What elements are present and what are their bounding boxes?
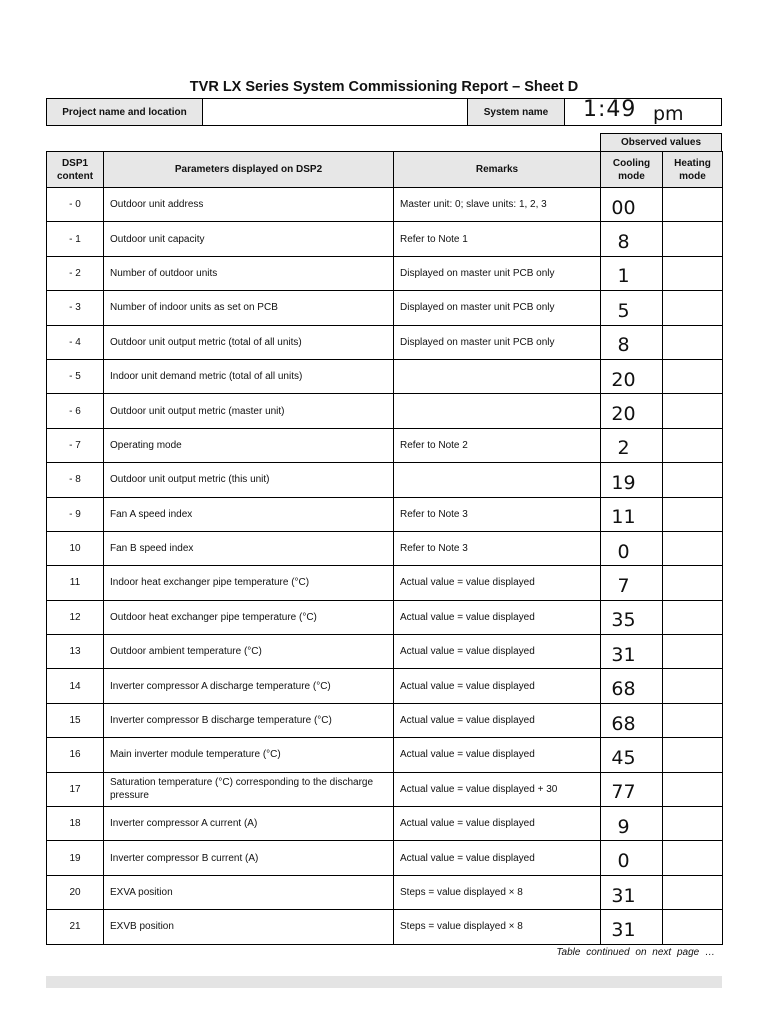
- system-name-label: System name: [468, 99, 565, 125]
- table-row: [47, 428, 723, 462]
- handwritten-value: 00: [611, 196, 636, 219]
- row-remark: Actual value = value displayed: [394, 841, 601, 875]
- row-cooling-value[interactable]: [601, 463, 663, 497]
- row-parameter: Inverter compressor B current (A): [104, 841, 394, 875]
- handwritten-value: 77: [611, 781, 636, 804]
- header-params: Parameters displayed on DSP2: [104, 152, 394, 188]
- row-remark: Displayed on master unit PCB only: [394, 256, 601, 290]
- row-code: 17: [47, 772, 104, 806]
- continued-note: Table continued on next page …: [556, 947, 715, 958]
- row-heating-value[interactable]: [663, 463, 723, 497]
- header-cooling: Cooling mode: [601, 152, 663, 188]
- row-cooling-value[interactable]: [601, 325, 663, 359]
- table-row: [47, 359, 723, 393]
- row-code: 14: [47, 669, 104, 703]
- handwritten-value: 8: [617, 231, 630, 254]
- header-dsp1: DSP1 content: [47, 152, 104, 188]
- row-cooling-value[interactable]: [601, 841, 663, 875]
- table-row: [47, 772, 723, 806]
- row-heating-value[interactable]: [663, 394, 723, 428]
- row-remark: Actual value = value displayed: [394, 807, 601, 841]
- row-heating-value[interactable]: [663, 910, 723, 944]
- handwritten-value: 11: [611, 506, 636, 529]
- row-parameter: Outdoor unit output metric (total of all units): [104, 325, 394, 359]
- row-cooling-value[interactable]: [601, 635, 663, 669]
- row-remark: Actual value = value displayed + 30: [394, 772, 601, 806]
- row-heating-value[interactable]: [663, 669, 723, 703]
- table-row: [47, 566, 723, 600]
- row-code: - 8: [47, 463, 104, 497]
- table-row: [47, 635, 723, 669]
- row-code: - 5: [47, 359, 104, 393]
- table-row: [47, 841, 723, 875]
- table-row: [47, 910, 723, 944]
- row-parameter: Outdoor ambient temperature (°C): [104, 635, 394, 669]
- handwritten-value: 19: [611, 471, 636, 494]
- row-parameter: Outdoor heat exchanger pipe temperature (°C): [104, 600, 394, 634]
- handwritten-value: 20: [611, 368, 636, 391]
- row-remark: Actual value = value displayed: [394, 600, 601, 634]
- row-parameter: Outdoor unit output metric (master unit): [104, 394, 394, 428]
- header-remarks: Remarks: [394, 152, 601, 188]
- footer-bar: [46, 976, 722, 988]
- row-remark: Actual value = value displayed: [394, 635, 601, 669]
- row-remark: Actual value = value displayed: [394, 566, 601, 600]
- row-parameter: Outdoor unit output metric (this unit): [104, 463, 394, 497]
- row-cooling-value[interactable]: [601, 738, 663, 772]
- row-remark: Refer to Note 3: [394, 497, 601, 531]
- handwritten-value: 31: [611, 884, 636, 907]
- table-row: [47, 188, 723, 222]
- row-parameter: Outdoor unit address: [104, 188, 394, 222]
- row-remark: Steps = value displayed × 8: [394, 910, 601, 944]
- row-heating-value[interactable]: [663, 188, 723, 222]
- row-parameter: Number of outdoor units: [104, 256, 394, 290]
- row-code: 12: [47, 600, 104, 634]
- table-row: [47, 669, 723, 703]
- row-heating-value[interactable]: [663, 738, 723, 772]
- table-row: [47, 256, 723, 290]
- row-remark: Actual value = value displayed: [394, 703, 601, 737]
- handwritten-value: 45: [611, 746, 636, 769]
- row-parameter: Main inverter module temperature (°C): [104, 738, 394, 772]
- handwritten-value: 35: [611, 609, 636, 632]
- handwritten-value: 0: [617, 540, 630, 563]
- row-heating-value[interactable]: [663, 875, 723, 909]
- row-parameter: EXVB position: [104, 910, 394, 944]
- row-code: 18: [47, 807, 104, 841]
- row-heating-value[interactable]: [663, 635, 723, 669]
- row-heating-value[interactable]: [663, 222, 723, 256]
- handwritten-value: 0: [617, 850, 630, 873]
- row-heating-value[interactable]: [663, 600, 723, 634]
- table-row: [47, 807, 723, 841]
- table-header-row: [47, 152, 723, 188]
- row-remark: [394, 463, 601, 497]
- row-remark: Master unit: 0; slave units: 1, 2, 3: [394, 188, 601, 222]
- row-remark: Refer to Note 1: [394, 222, 601, 256]
- handwritten-value: 20: [611, 403, 636, 426]
- row-remark: [394, 359, 601, 393]
- page-title: TVR LX Series System Commissioning Report – Sheet D: [189, 79, 579, 95]
- row-cooling-value[interactable]: [601, 256, 663, 290]
- row-cooling-value[interactable]: [601, 291, 663, 325]
- handwritten-value: 2: [617, 437, 630, 460]
- table-row: [47, 463, 723, 497]
- handwritten-value: 68: [611, 678, 636, 701]
- row-parameter: Indoor unit demand metric (total of all units): [104, 359, 394, 393]
- table-row: [47, 875, 723, 909]
- row-heating-value[interactable]: [663, 703, 723, 737]
- handwritten-value: 9: [617, 815, 630, 838]
- commissioning-table: [46, 151, 723, 945]
- row-parameter: Indoor heat exchanger pipe temperature (°C): [104, 566, 394, 600]
- row-parameter: Outdoor unit capacity: [104, 222, 394, 256]
- table-row: [47, 600, 723, 634]
- table-row: [47, 222, 723, 256]
- row-cooling-value[interactable]: [601, 566, 663, 600]
- row-code: - 6: [47, 394, 104, 428]
- row-parameter: Inverter compressor A current (A): [104, 807, 394, 841]
- row-parameter: Fan A speed index: [104, 497, 394, 531]
- row-remark: Refer to Note 3: [394, 531, 601, 565]
- row-cooling-value[interactable]: [601, 669, 663, 703]
- row-remark: Displayed on master unit PCB only: [394, 291, 601, 325]
- row-code: - 3: [47, 291, 104, 325]
- row-code: 20: [47, 875, 104, 909]
- row-code: - 4: [47, 325, 104, 359]
- row-remark: Displayed on master unit PCB only: [394, 325, 601, 359]
- row-cooling-value[interactable]: [601, 497, 663, 531]
- row-heating-value[interactable]: [663, 325, 723, 359]
- row-parameter: Fan B speed index: [104, 531, 394, 565]
- row-heating-value[interactable]: [663, 531, 723, 565]
- row-remark: Steps = value displayed × 8: [394, 875, 601, 909]
- row-parameter: Number of indoor units as set on PCB: [104, 291, 394, 325]
- table-row: [47, 497, 723, 531]
- observed-values-header: Observed values: [600, 133, 722, 152]
- row-heating-value[interactable]: [663, 428, 723, 462]
- row-parameter: Saturation temperature (°C) corresponding to the discharge pressure: [104, 772, 394, 806]
- row-heating-value[interactable]: [663, 566, 723, 600]
- system-name-field[interactable]: [565, 99, 722, 125]
- row-cooling-value[interactable]: [601, 394, 663, 428]
- handwritten-value: 5: [617, 299, 630, 322]
- project-info-bar: [46, 98, 722, 126]
- row-parameter: Operating mode: [104, 428, 394, 462]
- row-code: 13: [47, 635, 104, 669]
- row-code: - 9: [47, 497, 104, 531]
- handwritten-value: 8: [617, 334, 630, 357]
- row-heating-value[interactable]: [663, 291, 723, 325]
- row-heating-value[interactable]: [663, 497, 723, 531]
- row-code: - 1: [47, 222, 104, 256]
- row-remark: Refer to Note 2: [394, 428, 601, 462]
- table-row: [47, 703, 723, 737]
- table-row: [47, 394, 723, 428]
- row-cooling-value[interactable]: [601, 807, 663, 841]
- table-row: [47, 531, 723, 565]
- row-cooling-value[interactable]: [601, 875, 663, 909]
- row-code: - 0: [47, 188, 104, 222]
- row-heating-value[interactable]: [663, 807, 723, 841]
- row-heating-value[interactable]: [663, 772, 723, 806]
- handwritten-value: 31: [611, 643, 636, 666]
- row-code: 19: [47, 841, 104, 875]
- row-code: 11: [47, 566, 104, 600]
- handwritten-value: 68: [611, 712, 636, 735]
- row-cooling-value[interactable]: [601, 359, 663, 393]
- row-code: 10: [47, 531, 104, 565]
- row-code: - 7: [47, 428, 104, 462]
- row-heating-value[interactable]: [663, 256, 723, 290]
- project-name-field[interactable]: [203, 99, 468, 125]
- handwritten-value: 1: [617, 265, 630, 288]
- row-cooling-value[interactable]: [601, 428, 663, 462]
- table-row: [47, 325, 723, 359]
- row-code: 21: [47, 910, 104, 944]
- table-row: [47, 291, 723, 325]
- row-heating-value[interactable]: [663, 841, 723, 875]
- row-cooling-value[interactable]: [601, 772, 663, 806]
- handwritten-value: 31: [611, 918, 636, 941]
- row-heating-value[interactable]: [663, 359, 723, 393]
- header-heating: Heating mode: [663, 152, 723, 188]
- row-remark: [394, 394, 601, 428]
- project-name-label: Project name and location: [47, 99, 203, 125]
- row-code: - 2: [47, 256, 104, 290]
- row-parameter: Inverter compressor A discharge temperature (°C): [104, 669, 394, 703]
- handwritten-pm: pm: [653, 103, 684, 125]
- table-row: [47, 738, 723, 772]
- row-code: 15: [47, 703, 104, 737]
- row-remark: Actual value = value displayed: [394, 738, 601, 772]
- row-cooling-value[interactable]: [601, 600, 663, 634]
- row-code: 16: [47, 738, 104, 772]
- row-cooling-value[interactable]: [601, 222, 663, 256]
- row-remark: Actual value = value displayed: [394, 669, 601, 703]
- handwritten-time: 1:49: [583, 97, 637, 122]
- row-cooling-value[interactable]: [601, 188, 663, 222]
- row-parameter: EXVA position: [104, 875, 394, 909]
- row-parameter: Inverter compressor B discharge temperature (°C): [104, 703, 394, 737]
- row-cooling-value[interactable]: [601, 703, 663, 737]
- handwritten-value: 7: [617, 574, 630, 597]
- row-cooling-value[interactable]: [601, 531, 663, 565]
- row-cooling-value[interactable]: [601, 910, 663, 944]
